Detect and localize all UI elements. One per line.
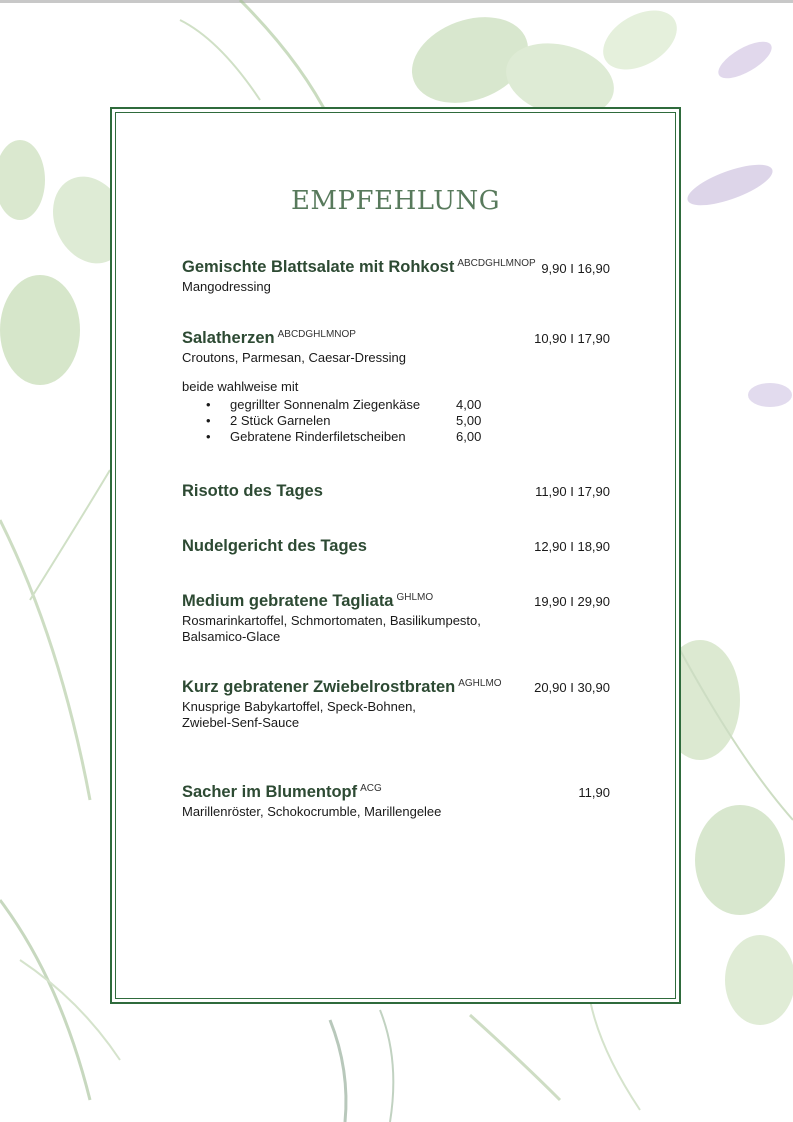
menu-item <box>182 537 610 556</box>
dish-name: Medium gebratene Tagliata <box>182 592 394 610</box>
allergen-codes: ABCDGHLMNOP <box>277 329 356 340</box>
page-title: EMPFEHLUNG <box>290 186 501 216</box>
dish-price: 11,90 <box>578 785 610 800</box>
dish-name: Risotto des Tages <box>182 482 323 500</box>
menu-item <box>182 329 610 366</box>
page-top-rule <box>0 0 793 3</box>
option-label: gegrillter Sonnenalm Ziegenkäse <box>230 397 421 412</box>
dish-description: Knusprige Babykartoffel, Speck-Bohnen, <box>182 699 416 714</box>
option-price: 6,00 <box>456 429 482 444</box>
allergen-codes: AGHLMO <box>458 678 502 689</box>
bullet: • <box>206 397 211 412</box>
option-price: 4,00 <box>456 397 482 412</box>
dish-description-line2: Zwiebel-Senf-Sauce <box>182 715 300 730</box>
bullet: • <box>206 429 211 444</box>
option-label: 2 Stück Garnelen <box>230 413 331 428</box>
dish-name: Salatherzen <box>182 329 275 347</box>
allergen-codes: ABCDGHLMNOP <box>457 258 536 269</box>
menu-item <box>182 783 610 820</box>
dish-name: Sacher im Blumentopf <box>182 783 358 801</box>
dish-price: 12,90 I 18,90 <box>534 539 610 554</box>
allergen-codes: ACG <box>360 783 382 794</box>
menu-item <box>182 592 610 645</box>
menu-item <box>182 258 610 295</box>
dish-price: 11,90 I 17,90 <box>535 484 610 499</box>
option-label: Gebratene Rinderfiletscheiben <box>230 429 406 444</box>
option-price: 5,00 <box>456 413 482 428</box>
bullet: • <box>206 413 211 428</box>
dish-description: Marillenröster, Schokocrumble, Marillengelee <box>182 804 442 819</box>
dish-description: Croutons, Parmesan, Caesar-Dressing <box>182 350 406 365</box>
dish-description-line2: Balsamico-Glace <box>182 629 281 644</box>
dish-name: Gemischte Blattsalate mit Rohkost <box>182 258 455 276</box>
menu-item <box>182 678 610 731</box>
dish-price: 20,90 I 30,90 <box>534 680 610 695</box>
dish-price: 10,90 I 17,90 <box>534 331 610 346</box>
dish-description: Mangodressing <box>182 279 271 294</box>
dish-name: Nudelgericht des Tages <box>182 537 367 555</box>
dish-price: 19,90 I 29,90 <box>534 594 610 609</box>
allergen-codes: GHLMO <box>396 592 434 603</box>
options-intro: beide wahlweise mit <box>182 379 299 394</box>
dish-price: 9,90 I 16,90 <box>541 261 610 276</box>
dish-name: Kurz gebratener Zwiebelrostbraten <box>182 678 456 696</box>
dish-description: Rosmarinkartoffel, Schmortomaten, Basilikumpesto, <box>182 613 481 628</box>
menu-item <box>182 482 610 501</box>
